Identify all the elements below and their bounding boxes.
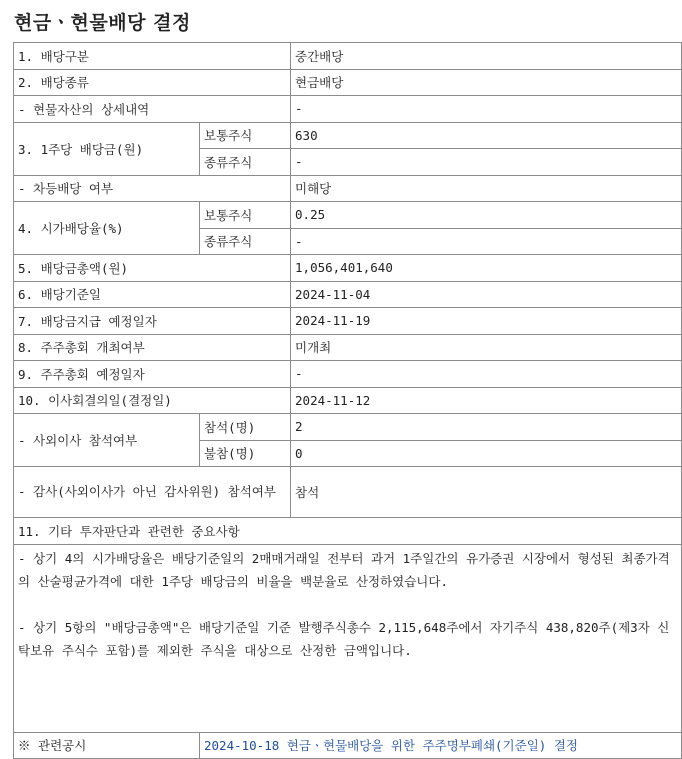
- notes-cell: [14, 544, 682, 732]
- row-label: 10. 이사회결의일(결정일): [14, 387, 291, 414]
- table-row: [14, 175, 682, 202]
- table-row: [14, 202, 682, 229]
- row-label: - 차등배당 여부: [14, 175, 291, 202]
- section-label: 11. 기타 투자판단과 관련한 중요사항: [14, 518, 682, 545]
- row-label: 5. 배당금총액(원): [14, 255, 291, 282]
- row-label: 9. 주주총회 예정일자: [14, 361, 291, 388]
- row-value: 중간배당: [291, 43, 682, 70]
- row-value: -: [291, 228, 682, 255]
- row-label: 6. 배당기준일: [14, 281, 291, 308]
- table-row: [14, 361, 682, 388]
- row-label: - 사외이사 참석여부: [14, 414, 200, 467]
- row-value: 2024-11-19: [291, 308, 682, 335]
- table-row: [14, 467, 682, 518]
- row-label: 8. 주주총회 개최여부: [14, 334, 291, 361]
- note-2: - 상기 5항의 "배당금총액"은 배당기준일 기준 발행주식총수 2,115,648주에서 자기주식 438,820주(제3자 신탁보유 주식수 포함)를 제외한 주식을 대상으로 산정한 금액입니다.: [18, 619, 670, 658]
- row-value: 미개최: [291, 334, 682, 361]
- sub-label: 참석(명): [200, 414, 291, 441]
- note-1: - 상기 4의 시가배당율은 배당기준일의 2매매거래일 전부터 과거 1주일간의 유가증권 시장에서 형성된 최종가격의 산술평균가격에 대한 1주당 배당금의 비율을 백분율로 산정하였습니다.: [18, 550, 670, 589]
- table-row: [14, 96, 682, 123]
- table-row: [14, 43, 682, 70]
- table-row: [14, 414, 682, 441]
- row-label: 4. 시가배당율(%): [14, 202, 200, 255]
- sub-label: 종류주식: [200, 228, 291, 255]
- row-label: 3. 1주당 배당금(원): [14, 122, 200, 175]
- row-value: 630: [291, 122, 682, 149]
- table-row: [14, 281, 682, 308]
- table-row: [14, 334, 682, 361]
- table-row: [14, 255, 682, 282]
- row-value: 현금배당: [291, 69, 682, 96]
- row-value: 참석: [291, 467, 682, 518]
- table-row: [14, 387, 682, 414]
- table-row: [14, 122, 682, 149]
- table-row: [14, 69, 682, 96]
- row-label: - 감사(사외이사가 아닌 감사위원) 참석여부: [14, 467, 291, 518]
- row-value: -: [291, 149, 682, 176]
- row-label: 2. 배당종류: [14, 69, 291, 96]
- row-value: 0.25: [291, 202, 682, 229]
- row-value: 0: [291, 440, 682, 467]
- table-row: [14, 518, 682, 545]
- row-value: 1,056,401,640: [291, 255, 682, 282]
- sub-label: 불참(명): [200, 440, 291, 467]
- dividend-table: [13, 42, 682, 759]
- row-label: 1. 배당구분: [14, 43, 291, 70]
- table-row: [14, 732, 682, 759]
- table-row: [14, 544, 682, 732]
- table-row: [14, 308, 682, 335]
- sub-label: 종류주식: [200, 149, 291, 176]
- row-value: 2024-11-04: [291, 281, 682, 308]
- sub-label: 보통주식: [200, 122, 291, 149]
- related-disclosure-link[interactable]: 2024-10-18 현금ㆍ현물배당을 위한 주주명부폐쇄(기준일) 결정: [200, 732, 682, 759]
- related-label: ※ 관련공시: [14, 732, 200, 759]
- row-label: 7. 배당금지급 예정일자: [14, 308, 291, 335]
- sub-label: 보통주식: [200, 202, 291, 229]
- row-value: 2024-11-12: [291, 387, 682, 414]
- row-value: -: [291, 361, 682, 388]
- row-value: -: [291, 96, 682, 123]
- row-value: 2: [291, 414, 682, 441]
- row-value: 미해당: [291, 175, 682, 202]
- page-title: 현금ㆍ현물배당 결정: [14, 12, 191, 34]
- row-label: - 현물자산의 상세내역: [14, 96, 291, 123]
